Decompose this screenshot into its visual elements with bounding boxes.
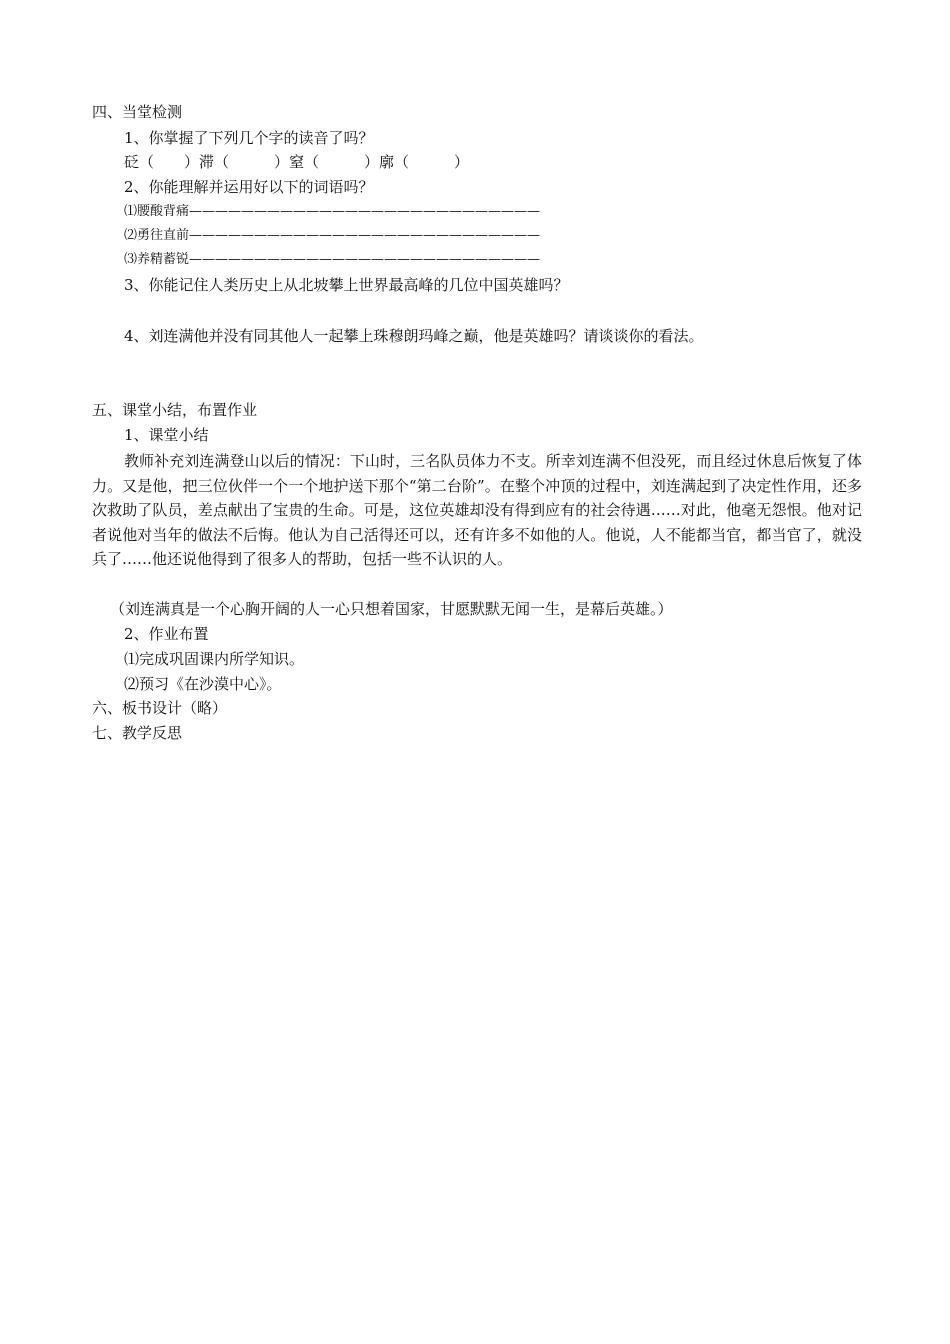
term-1: ⑴腰酸背痛———————————————————————————	[124, 204, 541, 219]
summary-paragraph: 教师补充刘连满登山以后的情况：下山时，三名队员体力不支。所幸刘连满不但没死，而且经过休息后恢复了体力。又是他，把三位伙伴一个一个地护送下那个“第二台阶”。在整个冲顶的过程中，刘连满起到了决定性作用，还多次救助了队员，差点献出了宝贵的生命。可是，这位英雄却没有得到应有的社会待遇……对此，他毫无怨恨。他对记者说他对当年的做法不后悔。他认为自己活得还可以，还有许多不如他的人。他说，人不能都当官，都当官了，就没兵了……他还说他得到了很多人的帮助，包括一些不认识的人。	[92, 452, 862, 568]
homework-item-1: ⑴完成巩固课内所学知识。	[124, 650, 305, 668]
summary-note: （刘连满真是一个心胸开阔的人一心只想着国家，甘愿默默无闻一生，是幕后英雄。）	[110, 600, 673, 618]
question-2: 2、你能理解并运用好以下的词语吗？	[124, 178, 374, 196]
question-4: 4、刘连满他并没有同其他人一起攀上珠穆朗玛峰之巅，他是英雄吗？请谈谈你的看法。	[124, 327, 704, 345]
term-3: ⑶养精蓄锐———————————————————————————	[124, 252, 541, 267]
question-1: 1、你掌握了下列几个字的读音了吗？	[124, 129, 374, 147]
section4-heading: 四、当堂检测	[92, 103, 183, 121]
homework-item-2: ⑵预习《在沙漠中心》。	[124, 675, 282, 693]
section7-heading: 七、教学反思	[92, 724, 183, 742]
section6-heading: 六、板书设计（略）	[92, 699, 228, 717]
summary-subheading: 1、课堂小结	[124, 426, 209, 444]
term-2: ⑵勇往直前———————————————————————————	[124, 228, 541, 243]
homework-subheading: 2、作业布置	[124, 625, 209, 643]
section5-heading: 五、课堂小结，布置作业	[92, 401, 258, 419]
question-3: 3、你能记住人类历史上从北坡攀上世界最高峰的几位中国英雄吗？	[124, 276, 569, 294]
question-1-characters: 砭（ ）滞（ ）窒（ ）廓（ ）	[124, 153, 470, 171]
